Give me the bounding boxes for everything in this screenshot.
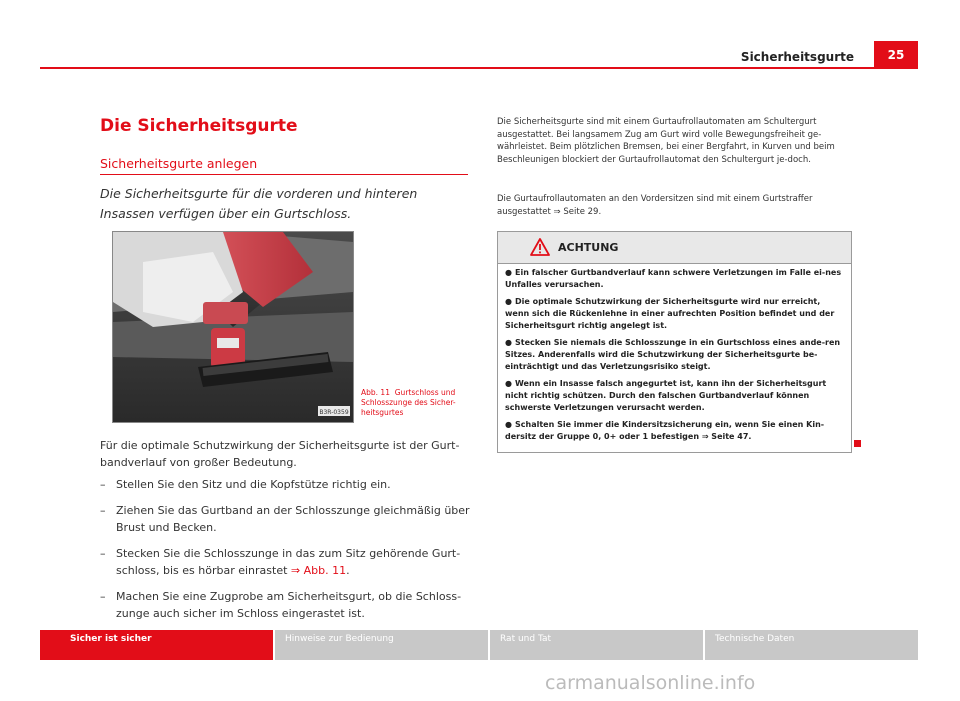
warning-title: ACHTUNG — [558, 241, 619, 254]
warning-box — [497, 231, 852, 453]
footer-tab-hinweise-zur-bedienung[interactable]: Hinweise zur Bedienung — [275, 630, 488, 660]
caption-label: Abb. 11 — [361, 388, 390, 397]
warning-header — [498, 232, 851, 264]
list-item: – Stellen Sie den Sitz und die Kopfstütze richtig ein. — [100, 478, 391, 491]
body-paragraph: Für die optimale Schutzwirkung der Sicherheitsgurte ist der Gurt-bandverlauf von großer Bedeutung. — [100, 439, 460, 469]
seatbelt-illustration — [113, 232, 353, 422]
subheading-rule — [100, 174, 468, 175]
section-subheading: Sicherheitsgurte anlegen — [100, 156, 258, 171]
header-rule — [40, 67, 918, 69]
caption-text: Gurtschloss und Schlosszunge des Sicher-heitsgurtes — [361, 388, 456, 417]
footer-tab-sicher-ist-sicher[interactable]: Sicher ist sicher — [40, 630, 273, 660]
footer-tab-rat-und-tat[interactable]: Rat und Tat — [490, 630, 703, 660]
right-paragraph-1: Die Sicherheitsgurte sind mit einem Gurtaufrollautomaten am Schultergurt ausgestattet. Bei langsamem Zug am Gurt wird volle Bewegungsfreiheit ge-währleistet. Beim plötzlichen Bremsen, bei einer Bergfahrt, in Kurven und beim Beschleunigen blockiert der Gurtaufrollautomat den Schultergurt je-doch. — [497, 117, 835, 165]
figure-reference-link[interactable]: ⇒ Abb. 11 — [290, 564, 347, 577]
intro-text: Die Sicherheitsgurte für die vorderen und hinteren Insassen verfügen über ein Gurtschloss. — [100, 186, 418, 221]
list-item: ● Wenn ein Insasse falsch angegurtet ist, kann ihn der Sicherheitsgurt nicht richtig schützen. Durch den falschen Gurtbandverlauf können schwerste Verletzungen verursacht werden. — [505, 379, 827, 412]
list-item: ● Stecken Sie niemals die Schlosszunge in ein Gurtschloss eines ande-ren Sitzes. Anderenfalls wird die Schutzwirkung der Sicherheitsgurte be-einträchtigt und das Verletzungsrisiko steigt. — [505, 338, 841, 371]
list-item: – Machen Sie eine Zugprobe am Sicherheitsgurt, ob die Schloss-zunge auch sicher im Schloss eingerastet ist. — [100, 590, 462, 620]
list-item: ● Die optimale Schutzwirkung der Sicherheitsgurte wird nur erreicht, wenn sich die Rückenlehne in einer aufrechten Position befindet und der Sicherheitsgurt richtig angelegt ist. — [505, 297, 835, 330]
list-item: – Ziehen Sie das Gurtband an der Schlosszunge gleichmäßig über Brust und Becken. — [100, 504, 470, 534]
section-end-marker — [854, 440, 861, 447]
list-item: ● Ein falscher Gurtbandverlauf kann schwere Verletzungen im Falle ei-nes Unfalles verursachen. — [505, 268, 842, 289]
page-number: 25 — [874, 41, 918, 68]
list-item: ● Schalten Sie immer die Kindersitzsicherung ein, wenn Sie einen Kin-dersitz der Gruppe 0, 0+ oder 1 befestigen ⇒ Seite 47. — [505, 420, 825, 441]
list-item: – Stecken Sie die Schlosszunge in das zum Sitz gehörende Gurt-schloss, bis es hörbar einrastet ⇒ Abb. 11. — [100, 547, 461, 577]
step-list — [100, 476, 470, 631]
warning-list — [505, 267, 845, 448]
footer-nav — [40, 630, 918, 660]
header-title: Sicherheitsgurte — [740, 50, 854, 64]
watermark: carmanualsonline.info — [545, 672, 756, 694]
section-heading: Die Sicherheitsgurte — [100, 116, 298, 136]
footer-tab-technische-daten[interactable]: Technische Daten — [705, 630, 918, 660]
warning-triangle-icon — [530, 238, 550, 256]
figure-caption — [361, 388, 471, 418]
figure-code: B3R-0359 — [319, 409, 349, 416]
seatbelt-photo — [112, 231, 354, 423]
right-paragraph-2: Die Gurtaufrollautomaten an den Vordersitzen sind mit einem Gurtstraffer ausgestattet ⇒ Seite 29. — [497, 194, 813, 217]
